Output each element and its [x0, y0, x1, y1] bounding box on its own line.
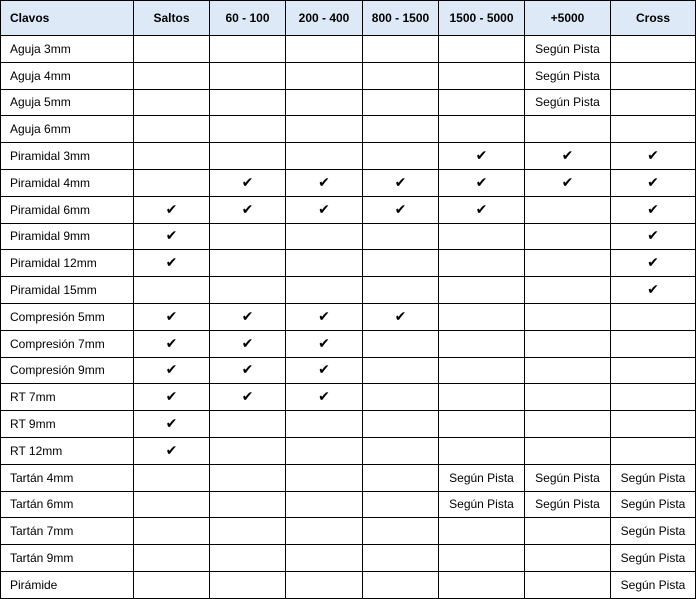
check-icon: ✔: [210, 196, 286, 223]
check-icon: ✔: [286, 357, 363, 384]
check-icon: ✔: [611, 169, 696, 196]
check-icon: ✔: [210, 169, 286, 196]
table-row: [1, 518, 696, 545]
empty-cell: [439, 330, 525, 357]
empty-cell: [525, 196, 611, 223]
empty-cell: [525, 384, 611, 411]
empty-cell: [611, 330, 696, 357]
cell-text: Según Pista: [611, 518, 696, 545]
empty-cell: [525, 411, 611, 438]
empty-cell: [439, 223, 525, 250]
empty-cell: [439, 89, 525, 116]
empty-cell: [210, 277, 286, 304]
row-label: Piramidal 6mm: [1, 196, 134, 223]
table-row: [1, 411, 696, 438]
check-icon: ✔: [611, 196, 696, 223]
empty-cell: [525, 518, 611, 545]
empty-cell: [363, 411, 439, 438]
empty-cell: [439, 116, 525, 143]
check-icon: ✔: [363, 169, 439, 196]
empty-cell: [363, 89, 439, 116]
table-row: [1, 330, 696, 357]
empty-cell: [210, 411, 286, 438]
empty-cell: [286, 491, 363, 518]
empty-cell: [286, 545, 363, 572]
header-clavos: Clavos: [1, 1, 134, 36]
header-200-400: 200 - 400: [286, 1, 363, 36]
empty-cell: [286, 36, 363, 63]
check-icon: ✔: [134, 357, 210, 384]
empty-cell: [286, 89, 363, 116]
empty-cell: [134, 143, 210, 170]
empty-cell: [611, 36, 696, 63]
empty-cell: [363, 143, 439, 170]
empty-cell: [525, 545, 611, 572]
cell-text: Según Pista: [525, 491, 611, 518]
empty-cell: [611, 116, 696, 143]
empty-cell: [210, 518, 286, 545]
table-row: [1, 36, 696, 63]
empty-cell: [439, 277, 525, 304]
empty-cell: [286, 437, 363, 464]
empty-cell: [210, 62, 286, 89]
empty-cell: [363, 518, 439, 545]
empty-cell: [210, 89, 286, 116]
empty-cell: [286, 571, 363, 598]
cell-text: Según Pista: [611, 491, 696, 518]
row-label: Tartán 4mm: [1, 464, 134, 491]
empty-cell: [611, 411, 696, 438]
row-label: Tartán 7mm: [1, 518, 134, 545]
empty-cell: [363, 250, 439, 277]
empty-cell: [525, 437, 611, 464]
empty-cell: [439, 571, 525, 598]
table-row: [1, 437, 696, 464]
empty-cell: [134, 277, 210, 304]
empty-cell: [134, 36, 210, 63]
empty-cell: [611, 437, 696, 464]
empty-cell: [525, 116, 611, 143]
empty-cell: [363, 357, 439, 384]
empty-cell: [286, 277, 363, 304]
empty-cell: [439, 62, 525, 89]
empty-cell: [210, 250, 286, 277]
cell-text: Según Pista: [611, 464, 696, 491]
check-icon: ✔: [611, 250, 696, 277]
check-icon: ✔: [134, 330, 210, 357]
table-row: [1, 143, 696, 170]
empty-cell: [611, 303, 696, 330]
table-row: [1, 250, 696, 277]
empty-cell: [134, 169, 210, 196]
empty-cell: [439, 411, 525, 438]
empty-cell: [286, 223, 363, 250]
table-row: [1, 303, 696, 330]
empty-cell: [210, 437, 286, 464]
table-row: [1, 571, 696, 598]
row-label: Tartán 9mm: [1, 545, 134, 572]
row-label: Compresión 9mm: [1, 357, 134, 384]
cell-text: Según Pista: [525, 464, 611, 491]
empty-cell: [363, 491, 439, 518]
empty-cell: [363, 223, 439, 250]
check-icon: ✔: [134, 250, 210, 277]
empty-cell: [286, 518, 363, 545]
empty-cell: [286, 464, 363, 491]
check-icon: ✔: [439, 196, 525, 223]
empty-cell: [363, 62, 439, 89]
table-row: [1, 384, 696, 411]
row-label: Compresión 5mm: [1, 303, 134, 330]
check-icon: ✔: [611, 223, 696, 250]
header-800-1500: 800 - 1500: [363, 1, 439, 36]
row-label: Aguja 5mm: [1, 89, 134, 116]
row-label: Aguja 4mm: [1, 62, 134, 89]
cell-text: Según Pista: [525, 89, 611, 116]
empty-cell: [286, 411, 363, 438]
empty-cell: [439, 437, 525, 464]
check-icon: ✔: [210, 330, 286, 357]
table-row: [1, 491, 696, 518]
empty-cell: [611, 384, 696, 411]
check-icon: ✔: [286, 330, 363, 357]
empty-cell: [439, 518, 525, 545]
empty-cell: [363, 545, 439, 572]
empty-cell: [210, 491, 286, 518]
check-icon: ✔: [134, 411, 210, 438]
table-row: [1, 116, 696, 143]
check-icon: ✔: [286, 303, 363, 330]
empty-cell: [363, 277, 439, 304]
empty-cell: [525, 277, 611, 304]
check-icon: ✔: [286, 196, 363, 223]
empty-cell: [210, 143, 286, 170]
cell-text: Según Pista: [525, 36, 611, 63]
row-label: RT 9mm: [1, 411, 134, 438]
empty-cell: [134, 89, 210, 116]
table-row: [1, 277, 696, 304]
table-row: [1, 196, 696, 223]
header-saltos: Saltos: [134, 1, 210, 36]
row-label: Aguja 6mm: [1, 116, 134, 143]
empty-cell: [134, 518, 210, 545]
row-label: Piramidal 3mm: [1, 143, 134, 170]
check-icon: ✔: [611, 143, 696, 170]
check-icon: ✔: [363, 303, 439, 330]
check-icon: ✔: [439, 169, 525, 196]
empty-cell: [363, 116, 439, 143]
empty-cell: [210, 571, 286, 598]
check-icon: ✔: [210, 384, 286, 411]
empty-cell: [210, 223, 286, 250]
cell-text: Según Pista: [439, 464, 525, 491]
empty-cell: [210, 116, 286, 143]
check-icon: ✔: [286, 384, 363, 411]
cell-text: Según Pista: [611, 545, 696, 572]
empty-cell: [439, 384, 525, 411]
check-icon: ✔: [611, 277, 696, 304]
empty-cell: [439, 357, 525, 384]
empty-cell: [134, 62, 210, 89]
empty-cell: [525, 357, 611, 384]
check-icon: ✔: [134, 196, 210, 223]
empty-cell: [286, 116, 363, 143]
header-60-100: 60 - 100: [210, 1, 286, 36]
empty-cell: [611, 62, 696, 89]
empty-cell: [363, 384, 439, 411]
empty-cell: [525, 571, 611, 598]
empty-cell: [439, 545, 525, 572]
check-icon: ✔: [134, 303, 210, 330]
row-label: Piramidal 9mm: [1, 223, 134, 250]
empty-cell: [134, 116, 210, 143]
check-icon: ✔: [363, 196, 439, 223]
empty-cell: [210, 545, 286, 572]
header-row: [1, 1, 696, 36]
empty-cell: [134, 491, 210, 518]
cell-text: Según Pista: [439, 491, 525, 518]
empty-cell: [363, 36, 439, 63]
row-label: Compresión 7mm: [1, 330, 134, 357]
table-row: [1, 89, 696, 116]
empty-cell: [286, 62, 363, 89]
table-row: [1, 464, 696, 491]
empty-cell: [525, 250, 611, 277]
row-label: Tartán 6mm: [1, 491, 134, 518]
row-label: Piramidal 15mm: [1, 277, 134, 304]
empty-cell: [525, 330, 611, 357]
cell-text: Según Pista: [525, 62, 611, 89]
check-icon: ✔: [286, 169, 363, 196]
table-row: [1, 169, 696, 196]
table-row: [1, 545, 696, 572]
check-icon: ✔: [134, 384, 210, 411]
empty-cell: [611, 357, 696, 384]
empty-cell: [363, 571, 439, 598]
table-body: [1, 36, 696, 599]
empty-cell: [363, 464, 439, 491]
empty-cell: [525, 223, 611, 250]
row-label: Piramidal 4mm: [1, 169, 134, 196]
empty-cell: [134, 464, 210, 491]
empty-cell: [286, 250, 363, 277]
row-label: Pirámide: [1, 571, 134, 598]
empty-cell: [210, 36, 286, 63]
empty-cell: [134, 571, 210, 598]
empty-cell: [210, 464, 286, 491]
table-row: [1, 223, 696, 250]
header-5000-plus: +5000: [525, 1, 611, 36]
table-row: [1, 357, 696, 384]
empty-cell: [439, 303, 525, 330]
header-1500-5000: 1500 - 5000: [439, 1, 525, 36]
check-icon: ✔: [525, 143, 611, 170]
check-icon: ✔: [439, 143, 525, 170]
table-row: [1, 62, 696, 89]
empty-cell: [439, 250, 525, 277]
check-icon: ✔: [134, 223, 210, 250]
row-label: Aguja 3mm: [1, 36, 134, 63]
empty-cell: [363, 437, 439, 464]
empty-cell: [363, 330, 439, 357]
row-label: RT 7mm: [1, 384, 134, 411]
empty-cell: [439, 36, 525, 63]
cell-text: Según Pista: [611, 571, 696, 598]
empty-cell: [525, 303, 611, 330]
row-label: Piramidal 12mm: [1, 250, 134, 277]
empty-cell: [286, 143, 363, 170]
check-icon: ✔: [210, 357, 286, 384]
check-icon: ✔: [210, 303, 286, 330]
empty-cell: [134, 545, 210, 572]
check-icon: ✔: [134, 437, 210, 464]
header-cross: Cross: [611, 1, 696, 36]
empty-cell: [611, 89, 696, 116]
row-label: RT 12mm: [1, 437, 134, 464]
check-icon: ✔: [525, 169, 611, 196]
